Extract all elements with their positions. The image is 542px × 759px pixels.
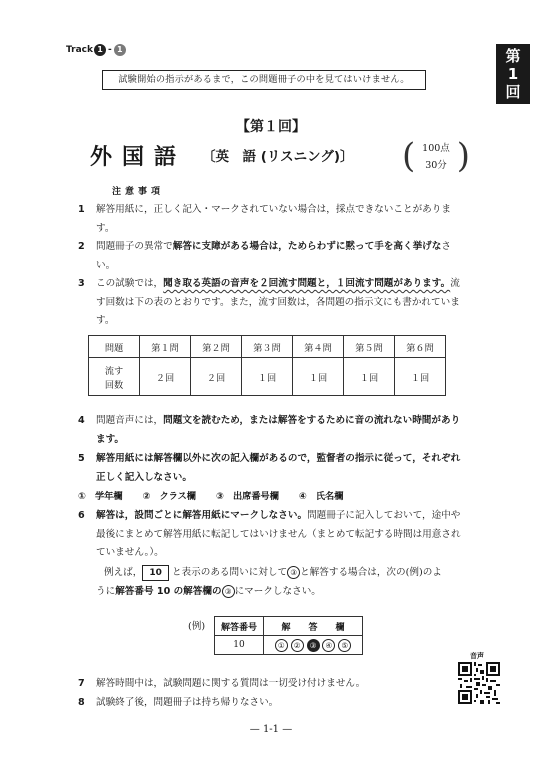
table-cell: ２回 <box>140 358 191 396</box>
note-text <box>96 238 466 275</box>
answer-bubble-2: ② <box>291 639 304 652</box>
answer-bubble-1: ① <box>275 639 288 652</box>
option-seat-number: ③ 出席番号欄 <box>215 491 279 502</box>
notes-heading: 注意事項 <box>112 187 165 197</box>
note-text-part: この試験では， <box>96 278 164 289</box>
note-number: 1 <box>78 204 85 215</box>
example-line2-bold: 解答番号 10 の解答欄の <box>115 585 222 597</box>
example-line-1 <box>104 564 466 583</box>
note-text <box>96 507 466 563</box>
note-text-bold: 解答に支障がある場合は，ためらわずに黙って手を高く挙げな <box>172 241 442 252</box>
example-answer-table <box>214 616 363 655</box>
track-label <box>66 44 126 56</box>
round-side-tab <box>496 44 530 104</box>
note-text-bold: 問題文を読むため，または解答をするために音の流れない時間が <box>163 415 441 426</box>
table-cell: １回 <box>344 358 395 396</box>
note-number: 2 <box>78 241 85 252</box>
answer-bubble-4: ④ <box>322 639 335 652</box>
note-text <box>96 275 466 331</box>
answer-bubble-3-filled: ③ <box>307 639 320 652</box>
option-class: ② クラス欄 <box>142 491 196 502</box>
note-item-4 <box>78 412 466 449</box>
note-text: 解答時間中は，試験問題に関する質問は一切受け付けません。 <box>96 678 366 689</box>
table-col-6: 第６問 <box>395 336 446 358</box>
note-text: 試験終了後，問題冊子は持ち帰りなさい。 <box>96 697 279 708</box>
circled-number: ③ <box>287 566 300 579</box>
example-marks <box>264 636 363 655</box>
side-tab-line3: 回 <box>505 83 521 101</box>
option-grade: ① 学年欄 <box>78 491 123 502</box>
example-row-number: 10 <box>215 636 264 655</box>
boxed-answer-number: 10 <box>142 565 169 581</box>
side-tab-line1: 第 <box>505 47 521 65</box>
track-prefix: Track <box>66 45 93 55</box>
time-text: 30分 <box>425 160 447 171</box>
note-number: 3 <box>78 278 85 289</box>
round-title: 【第１回】 <box>236 119 306 135</box>
example-head-answer: 解 答 欄 <box>264 617 363 636</box>
track-sub-badge: 1 <box>114 44 126 56</box>
note-item-8 <box>78 694 466 713</box>
note-text: 解答用紙には解答欄以外に次の記入欄があるので，監督者の指示に従って，それぞれ正しく記入しなさい。 <box>96 453 461 483</box>
table-cell: １回 <box>242 358 293 396</box>
note-text-part: 問題冊子の異常で <box>96 241 173 252</box>
note-text-wavy: 聞き取る英語の音声を２回流す問題と，１回流す問題があります。 <box>163 278 451 289</box>
note-item-3 <box>78 275 466 331</box>
example-paragraph <box>78 564 466 601</box>
note-number: 7 <box>78 678 85 689</box>
answer-bubble-5: ⑤ <box>338 639 351 652</box>
table-col-2: 第２問 <box>191 336 242 358</box>
example-prefix: 例えば， <box>104 567 143 578</box>
language-subtitle: 〔英 語 (リスニング)〕 <box>202 149 354 165</box>
audio-label: 音声 <box>470 652 484 660</box>
table-header-repeats: 流す回数 <box>89 358 140 396</box>
note-text <box>96 412 466 449</box>
table-col-1: 第１問 <box>140 336 191 358</box>
page-number: — 1-1 — <box>249 724 293 735</box>
entry-fields-list <box>78 488 343 502</box>
side-tab-line2: 1 <box>507 65 519 83</box>
note-text-bold: あります。 <box>96 415 461 445</box>
note-number: 4 <box>78 415 85 426</box>
note-number: 5 <box>78 453 85 464</box>
example-line2-a: うに <box>96 585 116 597</box>
table-col-5: 第５問 <box>344 336 395 358</box>
table-cell: ２回 <box>191 358 242 396</box>
note-item-6 <box>78 507 466 563</box>
example-line2-c: にマークしなさい。 <box>234 585 321 597</box>
note-item-2 <box>78 238 466 275</box>
note-number: 6 <box>78 510 85 521</box>
example-label: (例) <box>188 621 206 632</box>
note-text-bold: 解答は，設問ごとに解答用紙にマークしなさい。 <box>96 510 308 521</box>
exam-notice-box: 試験開始の指示があるまで，この問題冊子の中を見てはいけません。 <box>102 70 426 90</box>
note-item-7 <box>78 675 466 694</box>
option-name: ④ 氏名欄 <box>298 491 344 502</box>
note-item-5 <box>78 450 466 487</box>
table-col-4: 第４問 <box>293 336 344 358</box>
track-main-badge: 1 <box>94 44 106 56</box>
audio-qr-code-icon[interactable] <box>458 662 500 704</box>
circled-number: ③ <box>222 585 235 598</box>
example-mid: と表示のある問いに対して <box>171 567 288 578</box>
note-number: 8 <box>78 697 85 708</box>
example-suffix: と解答する場合は，次の(例)のよ <box>300 567 442 578</box>
example-line-2 <box>96 583 466 602</box>
repeat-count-table <box>88 335 446 396</box>
points-time-box <box>402 136 470 178</box>
table-col-3: 第３問 <box>242 336 293 358</box>
table-cell: １回 <box>293 358 344 396</box>
note-text: 解答用紙に，正しく記入・マークされていない場合は，採点できないことがあります。 <box>96 204 451 234</box>
note-text-part: 問題冊子に記入しておいて，途中や最後にまとめて解答用紙に転記してはいけません（まとめて転記する時間は用意されていません。）。 <box>96 510 461 558</box>
note-text-part: さい。 <box>96 241 451 271</box>
note-text-part: 問題音声には， <box>96 415 164 426</box>
paren-left: ( <box>402 136 416 176</box>
table-cell: １回 <box>395 358 446 396</box>
paren-right: ) <box>456 136 470 176</box>
note-text-part: 流す回数は下の表のとおりです。また，流す回数は，各問題の指示文にも書かれています。 <box>96 278 460 326</box>
track-dash: - <box>107 45 112 55</box>
score-text: 100点 <box>422 143 450 154</box>
example-head-number: 解答番号 <box>215 617 264 636</box>
table-header-problem: 問題 <box>89 336 140 358</box>
subject-title: 外国語 <box>90 145 187 170</box>
note-item-1 <box>78 201 466 238</box>
